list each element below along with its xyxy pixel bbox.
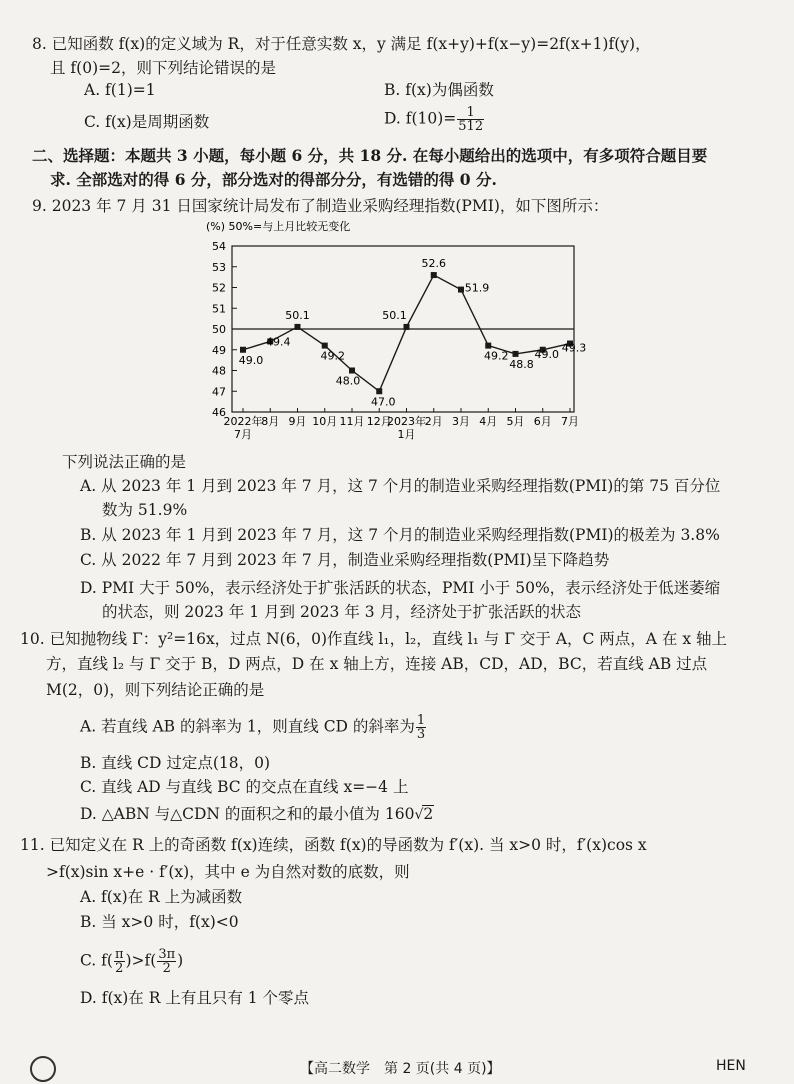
x-tick-label: 2月 [424, 415, 443, 428]
q9-question: 下列说法正确的是 [62, 453, 187, 471]
q11-c-part1: C. f( [80, 951, 113, 970]
pmi-line-chart [0, 216, 794, 456]
footer-code: HEN [716, 1058, 746, 1074]
q11-c-part2: )>f( [125, 951, 157, 970]
y-tick-label: 53 [212, 260, 226, 274]
q8-line2: 且 f(0)=2，则下列结论错误的是 [50, 59, 276, 77]
q8-option-a: A. f(1)=1 [84, 81, 156, 99]
q11-c-fraction2 [157, 948, 176, 975]
q11-c-num2: 3π [158, 947, 176, 962]
q10-option-a-fraction [416, 714, 426, 741]
q10-option-a-text: A. 若直线 AB 的斜率为 1，则直线 CD 的斜率为 [80, 717, 415, 736]
x-tick-label: 5月 [506, 415, 525, 428]
y-tick-label: 49 [212, 343, 226, 357]
q8-option-b: B. f(x)为偶函数 [384, 81, 494, 99]
x-tick-label: 6月 [533, 415, 552, 428]
data-label: 49.0 [238, 353, 264, 367]
data-point-marker [458, 287, 464, 293]
data-point-marker [513, 351, 519, 357]
q11-c-fraction1 [114, 948, 125, 975]
x-tick-label: 9月 [288, 415, 307, 428]
y-tick-label: 54 [212, 240, 226, 253]
q8-option-d-fraction [457, 106, 484, 133]
x-tick-label-line2: 1月 [397, 428, 416, 441]
q8-line1: 8. 已知函数 f(x)的定义域为 R，对于任意实数 x，y 满足 f(x+y)+f(x−y)=2f(x+1)f(y)， [32, 35, 651, 53]
q11-line1: 11. 已知定义在 R 上的奇函数 f(x)连续，函数 f(x)的导函数为 f′(x). 当 x>0 时，f′(x)cos x [20, 836, 647, 854]
q10-option-c: C. 直线 AD 与直线 BC 的交点在直线 x=−4 上 [80, 778, 409, 796]
data-label: 51.9 [464, 281, 490, 295]
data-label: 49.3 [561, 341, 587, 355]
data-point-marker [431, 272, 437, 278]
q9-stem: 9. 2023 年 7 月 31 日国家统计局发布了制造业采购经理指数(PMI)，如下图所示： [32, 197, 609, 215]
data-label: 47.0 [371, 395, 396, 409]
q11-option-d: D. f(x)在 R 上有且只有 1 个零点 [80, 989, 310, 1007]
data-label: 48.0 [335, 374, 361, 388]
y-tick-label: 47 [212, 385, 226, 399]
q9-option-d-line2: 的状态，则 2023 年 1 月到 2023 年 3 月，经济处于扩张活跃的状态 [102, 603, 582, 621]
q11-c-part3: ) [177, 951, 184, 970]
data-point-marker [240, 347, 246, 353]
chart-header: (%) 50%=与上月比较无变化 [206, 220, 351, 233]
q10-line1: 10. 已知抛物线 Γ：y²=16x，过点 N(6，0)作直线 l₁，l₂，直线 l₁ 与 Γ 交于 A，C 两点，A 在 x 轴上 [20, 630, 728, 648]
q8-option-d-text: D. f(10)= [384, 109, 457, 128]
q11-line2: >f(x)sin x+e · f′(x)，其中 e 为自然对数的底数，则 [46, 863, 410, 881]
y-tick-label: 48 [212, 364, 226, 378]
page-circle-icon [30, 1056, 56, 1082]
data-point-marker [485, 343, 491, 349]
q10-a-denominator: 3 [416, 727, 426, 742]
q8-d-denominator: 512 [458, 119, 484, 134]
data-point-marker [404, 324, 410, 330]
q10-option-a [80, 714, 427, 741]
pmi-series-line [243, 275, 570, 391]
x-tick-label: 8月 [261, 415, 280, 428]
x-tick-label: 12月 [366, 415, 392, 428]
x-tick-label: 4月 [479, 415, 498, 428]
q11-option-c [80, 948, 183, 975]
data-label: 52.6 [421, 257, 446, 271]
q8-option-d [384, 106, 485, 133]
q11-option-a: A. f(x)在 R 上为减函数 [80, 888, 243, 906]
q11-c-den1: 2 [115, 961, 124, 976]
q10-line2: 方，直线 l₂ 与 Γ 交于 B，D 两点，D 在 x 轴上方，连接 AB，CD，AD，BC，若直线 AB 过点 [46, 655, 708, 673]
y-tick-label: 51 [212, 302, 226, 316]
q9-option-d-line1: D. PMI 大于 50%，表示经济处于扩张活跃的状态，PMI 小于 50%，表示经济处于低迷萎缩 [80, 579, 721, 597]
x-tick-label: 3月 [452, 415, 470, 428]
data-label: 48.8 [509, 357, 534, 371]
data-label: 49.2 [484, 349, 509, 363]
data-label: 50.1 [382, 308, 407, 322]
x-tick-label: 7月 [561, 415, 579, 428]
x-tick-label: 2022年 [223, 415, 263, 428]
q10-line3: M(2，0)，则下列结论正确的是 [46, 681, 265, 699]
data-point-marker [295, 324, 301, 330]
sqrt-icon: √ [414, 807, 424, 823]
section2-line1: 二、选择题：本题共 3 小题，每小题 6 分，共 18 分. 在每小题给出的选项中，有多项符合题目要 [32, 146, 708, 165]
q10-a-numerator: 1 [416, 713, 426, 728]
q9-option-a-line1: A. 从 2023 年 1 月到 2023 年 7 月，这 7 个月的制造业采购经理指数(PMI)的第 75 百分位 [80, 477, 721, 495]
data-label: 50.1 [285, 308, 310, 322]
q9-option-b: B. 从 2023 年 1 月到 2023 年 7 月，这 7 个月的制造业采购经理指数(PMI)的极差为 3.8% [80, 526, 720, 544]
data-point-marker [376, 388, 382, 394]
q10-option-d-text: D. △ABN 与△CDN 的面积之和的最小值为 160 [80, 805, 415, 823]
q10-d-radicand: 2 [423, 805, 434, 823]
footer-page-info: 【高二数学 第 2 页(共 4 页)】 [300, 1061, 501, 1077]
y-tick-label: 52 [212, 281, 226, 295]
q8-option-c: C. f(x)是周期函数 [84, 113, 210, 131]
q9-option-c: C. 从 2022 年 7 月到 2023 年 7 月，制造业采购经理指数(PMI)呈下降趋势 [80, 551, 610, 569]
q9-option-a-line2: 数为 51.9% [102, 501, 188, 519]
q11-c-den2: 2 [162, 961, 171, 976]
q10-option-b: B. 直线 CD 过定点(18，0) [80, 754, 271, 772]
q10-option-d [80, 804, 434, 825]
data-label: 49.4 [266, 335, 291, 349]
x-tick-label: 11月 [339, 415, 365, 428]
x-tick-label: 10月 [312, 415, 338, 428]
x-tick-label-line2: 7月 [234, 428, 252, 441]
y-tick-label: 50 [212, 323, 226, 336]
data-label: 49.0 [534, 347, 559, 361]
data-point-marker [322, 343, 328, 349]
section2-line2: 求. 全部选对的得 6 分，部分选对的得部分分，有选错的得 0 分. [50, 170, 497, 189]
data-label: 49.2 [320, 349, 345, 363]
q11-c-num1: π [114, 947, 124, 962]
y-tick-label: 46 [212, 406, 226, 419]
q8-d-numerator: 1 [457, 106, 484, 120]
x-tick-label: 2023年 [387, 415, 426, 428]
chart-marks [239, 257, 587, 408]
data-point-marker [349, 368, 355, 374]
q11-option-b: B. 当 x>0 时，f(x)<0 [80, 913, 239, 931]
